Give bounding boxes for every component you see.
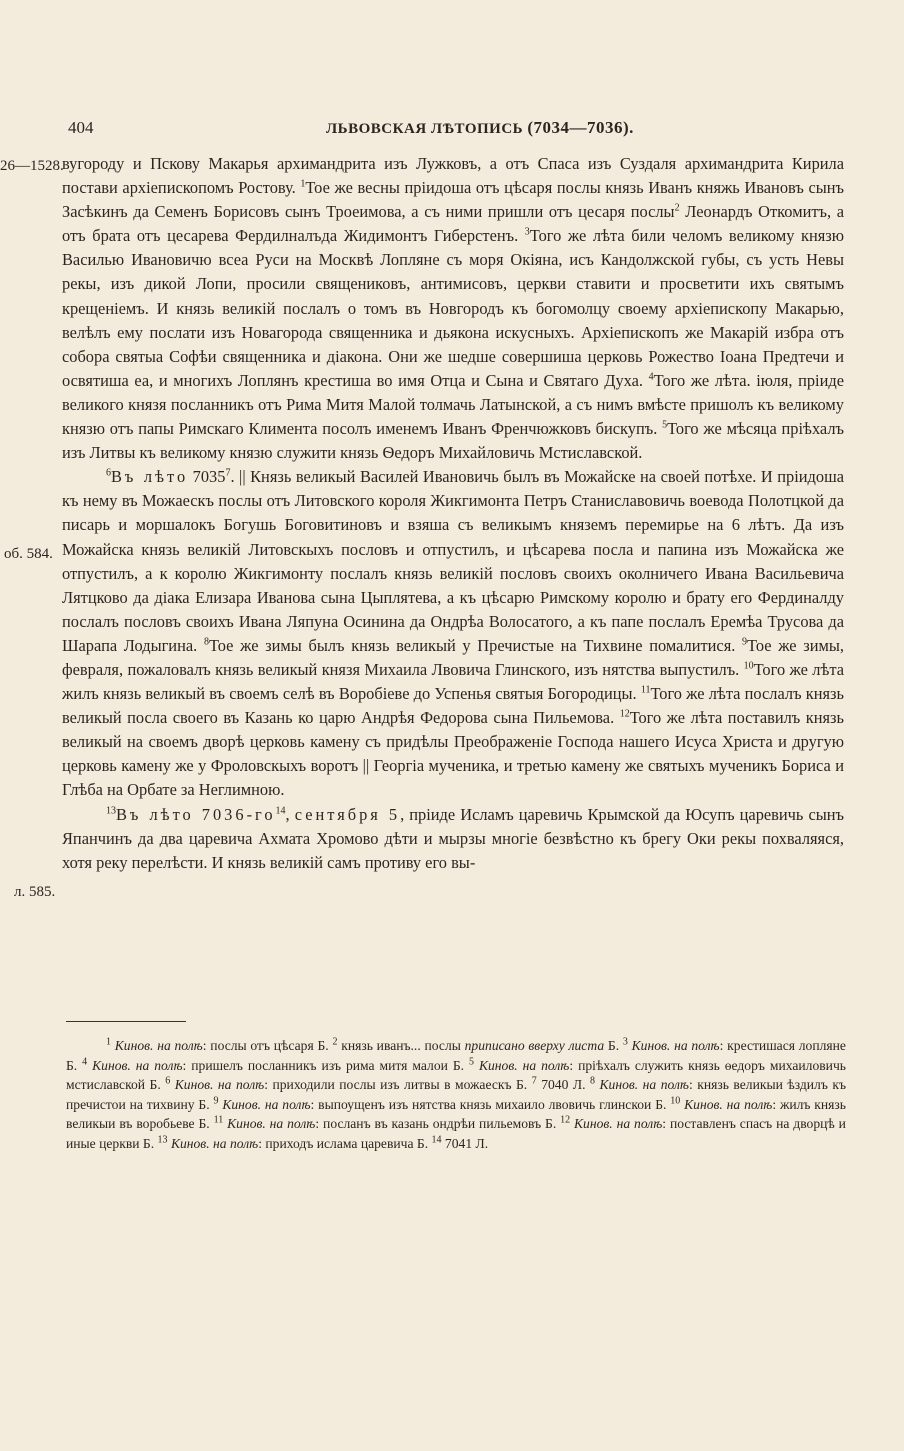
running-header [68,118,828,140]
italic-source-note: Кинов. на полѣ [574,1116,663,1132]
note-marker: 10 [670,1095,681,1107]
text-run: Того же лѣта послалъ князь великый посла своего въ Казань ко царю Андрѣя Федорова сына Пильемова. [62,684,844,728]
note-marker: 6 [106,467,111,479]
text-run: : поставленъ спасъ на дворцѣ и иные церкви Б. [66,1116,846,1151]
paragraph [62,152,844,465]
italic-source-note: приписано вверху листа [464,1038,605,1053]
note-marker: 5 [469,1056,475,1068]
italic-source-note: Кинов. на полѣ [170,1135,259,1151]
text-run: Тое же весны пріидоша отъ цѣсаря послы князь Иванъ княжь Ивановъ сынъ Засѣкинъ да Семенъ Борисовъ сынъ Троеимова, а съ ними пришли отъ цесаря послы [62,178,844,222]
note-marker: 11 [213,1114,224,1126]
text-run: 7040 Л. [536,1077,590,1093]
margin-note-year: 26—1528. [0,158,64,174]
text-run: 7035 [188,467,226,487]
text-run: Того же лѣта. іюля, пріиде великого князя посланникъ отъ Рима Митя Малой толмачь Латынской, а съ нимъ вмѣсте пришолъ къ великому князю отъ папы Римскаго Климента посолъ именемъ Иванъ Френчюжковъ бискупъ. [62,370,844,439]
text-run: : послы отъ цѣсаря Б. [202,1038,333,1053]
note-marker: 4 [82,1056,88,1068]
italic-source-note: Кинов. на полѣ [222,1096,311,1112]
note-marker: 1 [300,178,306,190]
note-marker: 8 [203,636,209,648]
italic-source-note: Кинов. на полѣ [599,1077,689,1093]
note-marker: 5 [662,419,668,431]
spaced-heading-text: Въ лѣто [111,467,189,487]
text-run: Того же лѣта поставилъ князь великый на своемъ дворѣ церковь камену съ придѣлы Преображеніе Господа нашего Исуса Христа и другую церковь камену же у Фроловскыхъ воротъ || Георгіа мученика, и третью камену же святыхъ мученикъ Бориса и Глѣба на Орбате за Неглимною. [62,708,844,800]
italic-source-note: Кинов. на полѣ [684,1096,773,1112]
margin-note-folio-584: об. 584. [4,546,53,562]
italic-source-note: Кинов. на полѣ [478,1057,570,1073]
note-marker: 12 [619,708,630,720]
text-run: вугороду и Пскову Макарья архимандрита изъ Лужковъ, а отъ Спаса изъ Суздаля архимандрита Кирила постави архіепископомъ Ростову. [62,154,844,198]
spaced-heading-text: Въ лѣто 7036-го [116,804,276,824]
note-marker: 10 [743,660,754,672]
note-marker: 11 [640,684,651,696]
text-run: , [285,804,295,824]
text-run: Тое же зимы, февраля, пожаловалъ князь великый князя Михаила Лвовича Глинского, изъ нятства выпустилъ. [62,635,844,679]
note-marker: 2 [332,1036,338,1048]
note-marker: 1 [106,1036,111,1048]
note-marker: 9 [213,1095,219,1107]
text-run: Б. [604,1038,623,1053]
italic-source-note: Кинов. на полѣ [174,1077,265,1093]
note-marker: 2 [674,202,680,214]
text-run: 7041 Л. [441,1135,489,1151]
running-title [326,118,634,138]
text-run: Того же лѣта били челомъ великому князю Василью Ивановичю всеа Руси на Москвѣ Лопляне съ моря Окіяна, исъ Кандолжской губы, съ усть Невы рекы, изъ дикой Лопи, просили священиковъ, антимисовъ, церкви ставити и просветити ихъ святымъ крещеніемъ. И князь великій послалъ о томъ въ Новгородъ къ богомолцу своему архіепископу Макарью, велѣлъ ему послати изъ Новагорода священника и дьякона искусныхъ. Архіепископъ же Макарій избра отъ собора святыа Софѣи священника и діакона. Они же шедше совершиша церковь Рожество Іоана Предтечи и освятиша еа, и многихъ Лоплянъ крестиша во имя Отца и Сына и Святаго Духа. [62,226,844,390]
text-run: : приходъ ислама царевича Б. [258,1135,432,1151]
text-run: Леонардъ Откомитъ, а отъ брата отъ цесарева Фердилналъда Жидимонтъ Гиберстенъ. [62,202,844,246]
note-marker: 13 [106,805,116,817]
text-run: : пріѣхалъ служить князь ѳедоръ михаиловичь мстиславской Б. [66,1057,846,1093]
text-run: князь иванъ... послы [337,1038,465,1053]
text-run: : крестишася лопляне Б. [66,1038,846,1073]
page-number: 404 [68,118,94,137]
text-run: : князь великыи ѣздилъ къ пречистои на тихвину Б. [66,1077,846,1112]
text-run: , пріиде Исламъ царевичь Крымской да Юсупъ царевичь сынъ Япанчинъ да два царевича Ахмата Хромово дѣти и мырзы многіе безвѣстно къ брегу Оки рекы похваляяся, хотя реку перелѣсти. И князь великій самъ противу его вы- [62,804,845,872]
note-marker: 7 [225,467,231,479]
text-run: Тое же зимы былъ князь великый у Пречистые на Тихвине помалитися. [208,635,743,655]
footnote-divider [66,1021,186,1022]
text-run: Того же мѣсяца пріѣхалъ изъ Литвы къ великому князю служити князь Ѳедоръ Михайловичь Мстиславской. [62,419,844,463]
text-run: : выпоущенъ изъ нятства князь михаило лвовичь глинскои Б. [310,1096,671,1112]
italic-source-note: Кинов. на полѣ [114,1038,203,1053]
note-marker: 7 [531,1075,537,1087]
note-marker: 14 [431,1134,442,1146]
text-run: : посланъ въ казань ондрѣи пильемовъ Б. [315,1116,561,1132]
footnote-block [66,1036,846,1154]
note-marker: 4 [648,371,654,383]
note-marker: 13 [157,1134,168,1146]
note-marker: 3 [622,1036,628,1048]
spaced-heading-text: сентября 5 [294,804,401,824]
note-marker: 9 [742,636,748,648]
running-title-text: ЛЬВОВСКАЯ ЛѢТОПИСЬ [326,121,524,137]
italic-source-note: Кинов. на полѣ [92,1057,183,1073]
note-marker: 3 [524,226,530,238]
note-marker: 14 [275,805,286,817]
paragraph [62,465,844,802]
text-run: : пришелъ посланникъ изъ рима митя малои Б. [182,1057,470,1073]
text-run: : жилъ князь великыи въ воробьеве Б. [66,1096,847,1132]
paragraph [62,803,844,875]
main-text [62,152,844,875]
text-run: . || Князь великый Василей Ивановичь былъ въ Можайске на своей потѣхе. И пріидоша къ нему въ Можаескъ послы отъ Литовского короля Жикгимонта Петръ Станиславовичь воевода Полотцкой да писарь и моршалокъ Богушь Боговитиновъ и взяша съ великымъ княземъ перемирье на 6 лѣтъ. Да изъ Можайска князь великій Литовскыхъ пословъ и отпустилъ, и цѣсарева посла и папина изъ Можайска же отпустилъ, а к королю Жикгимонту послалъ князь великій пословъ своихъ околничего Ивана Васильевича Лятцково да діака Елизара Иванова сына Цыплятева, а къ цѣсарю Римскому королю и брату его Фердиналду послалъ пословъ своихъ Ивана Ляпуна Осинина да Ондрѣа Волосатого, а къ папе послалъ Еремѣа Трусова да Шарапа Лодыгина. [62,467,844,655]
text-run: Того же лѣта жилъ князь великый въ своемъ селѣ въ Воробіеве до Успенья святыя Богородицы. [62,659,845,704]
note-marker: 6 [165,1075,171,1087]
text-run: : приходили послы изъ литвы в можаескъ Б. [264,1077,532,1093]
note-marker: 12 [560,1114,571,1126]
footnotes [66,1036,846,1154]
italic-source-note: Кинов. на полѣ [227,1116,316,1132]
italic-source-note: Кинов. на полѣ [631,1038,720,1053]
note-marker: 8 [590,1075,595,1087]
margin-note-leaf-585: л. 585. [14,884,56,900]
running-title-years: (7034—7036). [527,118,634,137]
